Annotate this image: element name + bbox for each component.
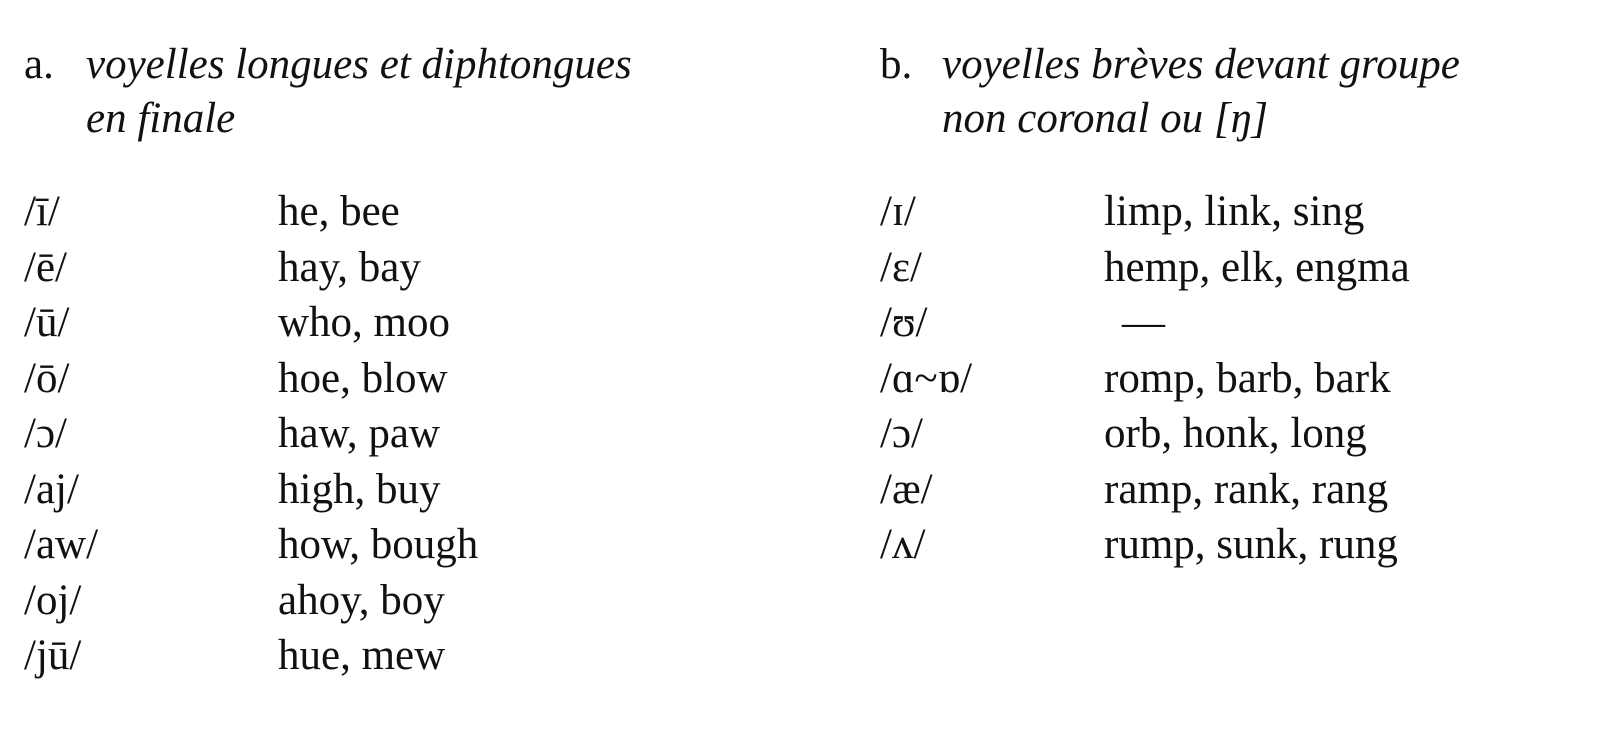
phoneme: /ē/ [24, 243, 67, 291]
example-words: orb, honk, long [1104, 410, 1367, 457]
panel-a-letter: a. [24, 41, 54, 88]
example-words: ramp, rank, rang [1104, 465, 1389, 513]
example-words: haw, paw [278, 410, 440, 457]
list-item [880, 406, 1580, 462]
list-item [24, 351, 824, 407]
panel-b-list [880, 184, 1580, 573]
list-item [24, 573, 824, 629]
phoneme: /ō/ [24, 354, 70, 402]
phoneme: /aw/ [24, 521, 99, 568]
phoneme: /ɔ/ [880, 410, 923, 457]
panel-b-heading [880, 38, 1580, 146]
list-item [880, 295, 1580, 351]
panel-a-title-line-1: voyelles longues et diphtongues [86, 41, 632, 88]
example-words: romp, barb, bark [1104, 354, 1391, 402]
list-item [24, 517, 824, 573]
phoneme: /ɑ~ɒ/ [880, 354, 973, 402]
panel-a-heading [24, 38, 824, 146]
list-item [880, 240, 1580, 296]
phoneme: /ɛ/ [880, 243, 922, 291]
panel-a-title-line-2: en finale [86, 95, 236, 142]
phoneme: /oj/ [24, 576, 82, 624]
phoneme: /ū/ [24, 299, 70, 346]
phoneme: /aj/ [24, 465, 79, 513]
list-item [24, 240, 824, 296]
list-item [24, 462, 824, 518]
example-words: high, buy [278, 465, 441, 513]
list-item [880, 351, 1580, 407]
phoneme: /æ/ [880, 465, 933, 513]
phoneme: /ɪ/ [880, 188, 916, 235]
example-words: limp, link, sing [1104, 188, 1365, 235]
panel-b-title [942, 38, 1582, 146]
panel-b-title-line-1: voyelles brèves devant groupe [942, 41, 1460, 88]
example-words: who, moo [278, 299, 450, 346]
panel-b-letter: b. [880, 41, 913, 88]
panel-a-long-vowels [24, 38, 824, 684]
phoneme: /ɔ/ [24, 410, 67, 457]
list-item [24, 628, 824, 684]
phoneme: /ʊ/ [880, 299, 928, 346]
phoneme: /ʌ/ [880, 521, 926, 568]
phoneme: /ī/ [24, 188, 60, 235]
list-item [24, 184, 824, 240]
panel-b-title-line-2: non coronal ou [ŋ] [942, 95, 1269, 142]
example-words: how, bough [278, 521, 479, 568]
list-item [880, 517, 1580, 573]
panel-a-title [86, 38, 806, 146]
example-words: rump, sunk, rung [1104, 521, 1398, 568]
panel-a-list [24, 184, 824, 684]
panel-b-short-vowels [880, 38, 1580, 573]
example-words: hoe, blow [278, 354, 448, 402]
phoneme: /jū/ [24, 632, 82, 679]
example-words: hue, mew [278, 632, 446, 679]
example-words: he, bee [278, 188, 400, 235]
example-words: — [1122, 299, 1165, 346]
example-words: ahoy, boy [278, 576, 445, 624]
example-words: hemp, elk, engma [1104, 243, 1410, 291]
list-item [24, 406, 824, 462]
list-item [880, 184, 1580, 240]
example-words: hay, bay [278, 243, 421, 291]
list-item [24, 295, 824, 351]
list-item [880, 462, 1580, 518]
